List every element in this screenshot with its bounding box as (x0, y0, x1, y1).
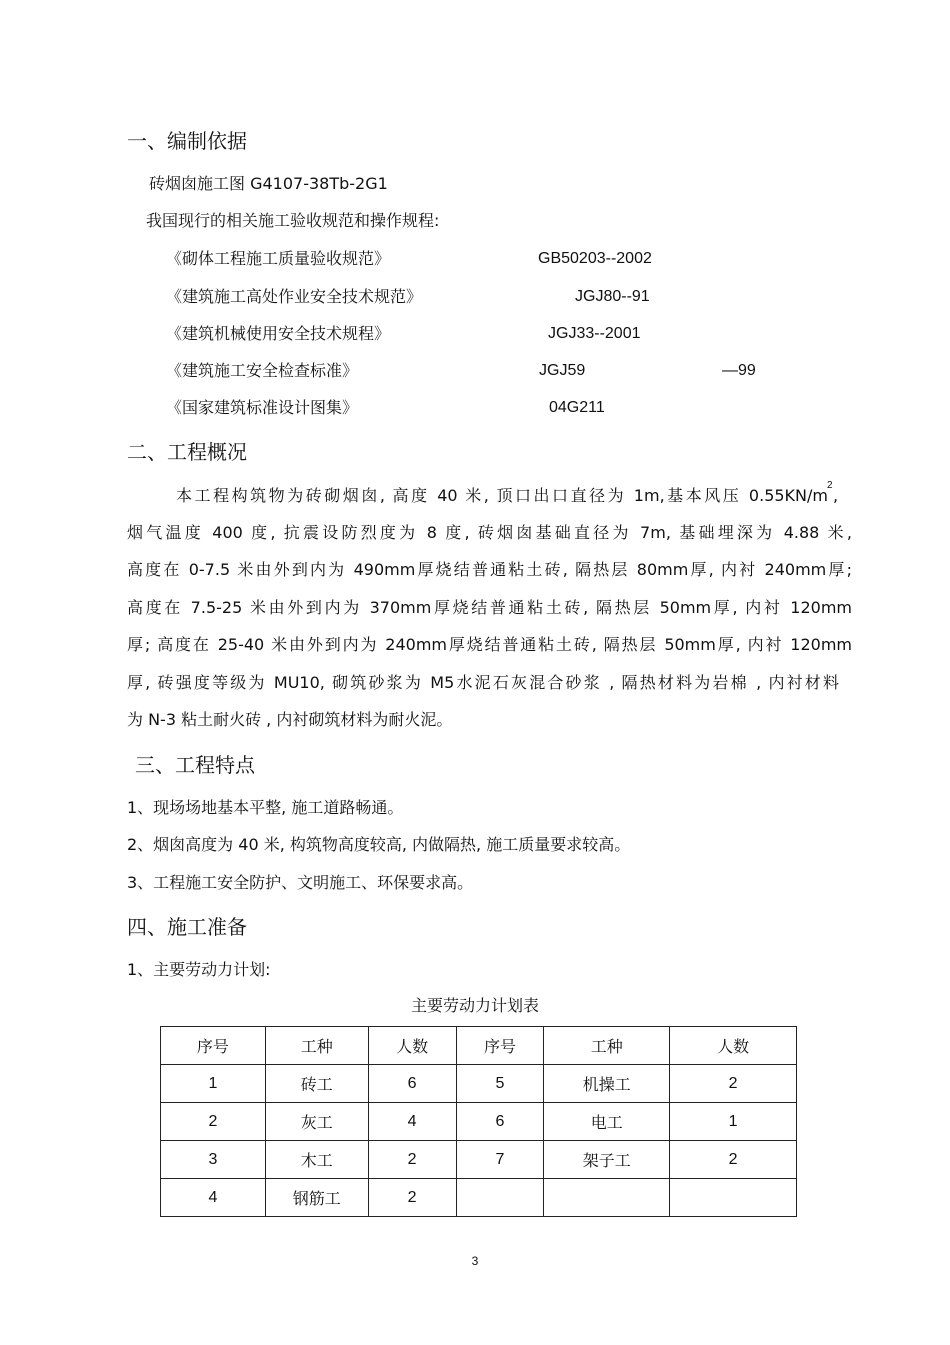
table-cell: 木工 (265, 1141, 368, 1179)
feature-item: 2、烟囱高度为 40 米, 构筑物高度较高, 内做隔热, 施工质量要求较高。 (127, 835, 631, 854)
standard-name: 《建筑机械使用安全技术规程》 (166, 324, 391, 343)
header-cell: 工种 (544, 1027, 670, 1065)
standard-code-suffix: —99 (722, 362, 756, 379)
overview-line-tail: , (833, 486, 839, 505)
table-cell: 架子工 (544, 1141, 670, 1179)
header-cell: 序号 (161, 1027, 266, 1065)
standard-code: JGJ80--91 (575, 288, 650, 305)
header-cell: 人数 (368, 1027, 456, 1065)
overview-line: 为 N-3 粘土耐火砖 , 内衬砌筑材料为耐火泥。 (127, 710, 453, 729)
overview-line: 厚; 高度在 25-40 米由外到内为 240mm厚烧结普通粘土砖, 隔热层 50mm厚, 内衬 120mm (127, 635, 852, 654)
standard-code: JGJ33--2001 (548, 325, 641, 342)
standard-code: JGJ59 (539, 362, 586, 379)
section-heading-basis: 一、编制依据 (127, 129, 247, 153)
table-cell: 2 (368, 1141, 456, 1179)
standards-intro: 我国现行的相关施工验收规范和操作规程: (146, 211, 440, 230)
labor-plan-table (160, 1026, 797, 1217)
labor-plan-item: 1、主要劳动力计划: (127, 960, 271, 979)
table-cell (544, 1179, 670, 1217)
header-cell: 工种 (265, 1027, 368, 1065)
standard-name: 《建筑施工安全检查标准》 (166, 361, 359, 380)
header-cell: 人数 (670, 1027, 797, 1065)
table-cell (670, 1179, 797, 1217)
section-heading-overview: 二、工程概况 (127, 440, 247, 464)
overview-line: 高度在 7.5-25 米由外到内为 370mm厚烧结普通粘土砖, 隔热层 50mm厚, 内衬 120mm (127, 598, 852, 617)
table-cell: 机操工 (544, 1065, 670, 1103)
overview-line: 高度在 0-7.5 米由外到内为 490mm厚烧结普通粘土砖, 隔热层 80mm厚, 内衬 240mm厚; (127, 560, 852, 579)
table-cell: 6 (456, 1103, 544, 1141)
table-row (161, 1141, 797, 1179)
table-cell: 4 (368, 1103, 456, 1141)
table-row (161, 1065, 797, 1103)
overview-line: 烟气温度 400 度, 抗震设防烈度为 8 度, 砖烟囱基础直径为 7m, 基础埋深为 4.88 米, (127, 523, 852, 542)
table-cell: 3 (161, 1141, 266, 1179)
table-cell: 砖工 (265, 1065, 368, 1103)
section-heading-preparation: 四、施工准备 (127, 915, 247, 939)
table-cell: 2 (670, 1141, 797, 1179)
table-cell: 灰工 (265, 1103, 368, 1141)
table-cell (456, 1179, 544, 1217)
page-number: 3 (471, 1254, 479, 1268)
table-cell: 电工 (544, 1103, 670, 1141)
table-header-row (161, 1027, 797, 1065)
overview-line: 本工程构筑物为砖砌烟囱, 高度 40 米, 顶口出口直径为 1m,基本风压 0.55KN/m (176, 486, 828, 505)
overview-line: 厚, 砖强度等级为 MU10, 砌筑砂浆为 M5水泥石灰混合砂浆 , 隔热材料为岩棉 , 内衬材料 (127, 673, 839, 692)
table-cell: 2 (368, 1179, 456, 1217)
table-row (161, 1103, 797, 1141)
feature-item: 1、现场场地基本平整, 施工道路畅通。 (127, 798, 404, 817)
table-row (161, 1179, 797, 1217)
standard-name: 《建筑施工高处作业安全技术规范》 (166, 287, 423, 306)
header-cell: 序号 (456, 1027, 544, 1065)
table-cell: 1 (161, 1065, 266, 1103)
table-cell: 6 (368, 1065, 456, 1103)
superscript-squared: 2 (827, 480, 833, 491)
standard-code: GB50203--2002 (538, 250, 652, 267)
table-caption: 主要劳动力计划表 (410, 996, 539, 1015)
table-cell: 5 (456, 1065, 544, 1103)
feature-item: 3、工程施工安全防护、文明施工、环保要求高。 (127, 873, 474, 892)
drawing-reference: 砖烟囱施工图 G4107-38Tb-2G1 (149, 174, 388, 193)
table-cell: 2 (161, 1103, 266, 1141)
table-cell: 钢筋工 (265, 1179, 368, 1217)
table-cell: 2 (670, 1065, 797, 1103)
standard-name: 《砌体工程施工质量验收规范》 (166, 249, 391, 268)
section-heading-features: 三、工程特点 (135, 753, 255, 777)
table-cell: 4 (161, 1179, 266, 1217)
table-cell: 7 (456, 1141, 544, 1179)
standard-code: 04G211 (549, 399, 605, 416)
standard-name: 《国家建筑标准设计图集》 (166, 398, 359, 417)
table-cell: 1 (670, 1103, 797, 1141)
